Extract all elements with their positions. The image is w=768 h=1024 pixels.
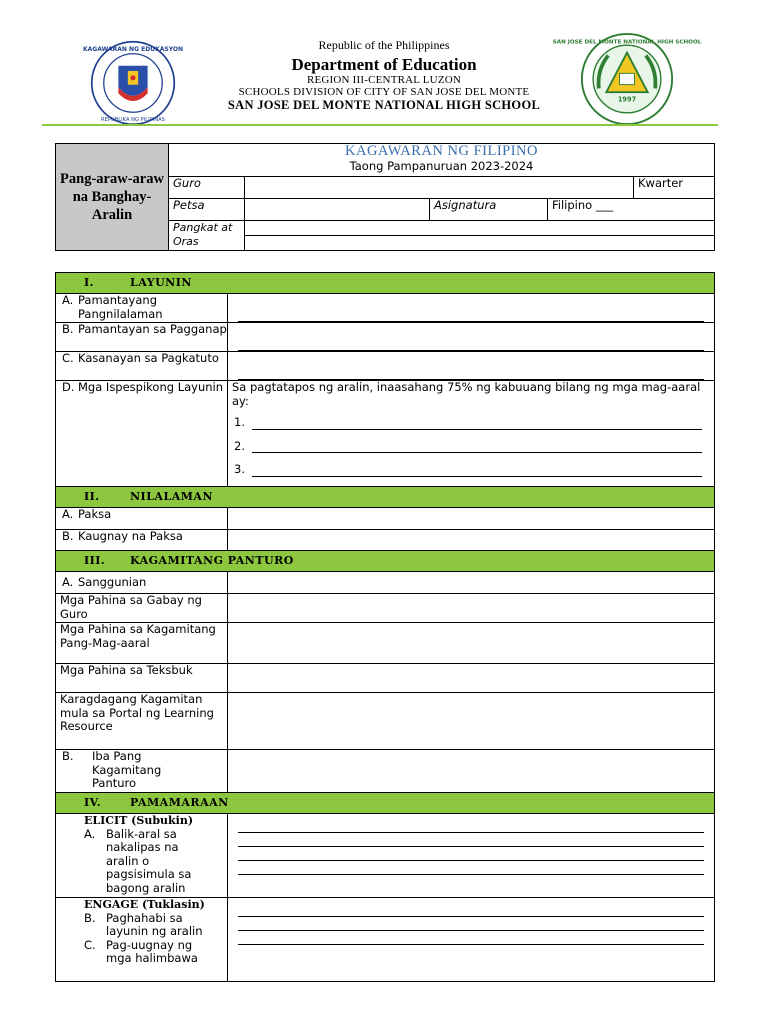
kagamitan-a-field[interactable] bbox=[228, 572, 715, 594]
layunin-b-field[interactable] bbox=[228, 323, 715, 352]
kagamitan-teksbuk-field[interactable] bbox=[228, 664, 715, 693]
doc-title: Pang-araw-araw na Banghay-Aralin bbox=[56, 144, 169, 251]
svg-text:REPUBLIKA NG PILIPINAS: REPUBLIKA NG PILIPINAS bbox=[101, 116, 165, 123]
kagamitan-portal-field[interactable] bbox=[228, 693, 715, 750]
objective-line-2[interactable]: 2. bbox=[234, 440, 702, 454]
header-region: REGION III-CENTRAL LUZON bbox=[306, 74, 462, 86]
asignatura-label: Asignatura bbox=[430, 199, 548, 221]
kagamitan-portal-label: Karagdagang Kagamitan mula sa Portal ng Learning Resource bbox=[56, 693, 228, 750]
svg-text:1997: 1997 bbox=[617, 95, 637, 104]
section-nilalaman: II. NILALAMAN bbox=[56, 487, 715, 508]
section-kagamitan: III. KAGAMITANG PANTURO bbox=[56, 551, 715, 572]
kagamitan-b-label: B. Iba Pang Kagamitang Panturo bbox=[56, 750, 228, 793]
layunin-b-label: B. Pamantayan sa Pagganap bbox=[56, 323, 228, 352]
engage-title: ENGAGE (Tuklasin) bbox=[84, 898, 205, 911]
section-title: PAMAMARAAN bbox=[130, 796, 229, 810]
section-layunin: I. LAYUNIN bbox=[56, 273, 715, 294]
petsa-field[interactable] bbox=[245, 199, 430, 221]
layunin-a-label: A. Pamantayang Pangnilalaman bbox=[56, 294, 228, 323]
engage-field[interactable] bbox=[228, 898, 715, 982]
layunin-a-field[interactable] bbox=[228, 294, 715, 323]
deped-seal-icon bbox=[82, 40, 184, 126]
pangkat-label: Pangkat at Oras bbox=[169, 221, 245, 251]
dept-heading bbox=[169, 144, 715, 177]
layunin-d-field[interactable] bbox=[228, 381, 715, 487]
elicit-title: ELICIT (Subukin) bbox=[84, 814, 194, 827]
layunin-c-label: C. Kasanayan sa Pagkatuto bbox=[56, 352, 228, 381]
svg-text:SAN JOSE DEL MONTE NATIONAL HI: SAN JOSE DEL MONTE NATIONAL HIGH SCHOOL bbox=[552, 39, 702, 46]
objective-line-3[interactable]: 3. bbox=[234, 463, 702, 477]
header-republic: Republic of the Philippines bbox=[318, 38, 450, 52]
layunin-d-label: D. Mga Ispespikong Layunin bbox=[56, 381, 228, 487]
section-pamamaraan: IV. PAMAMARAAN bbox=[56, 793, 715, 814]
layunin-d-text: Sa pagtatapos ng aralin, inaasahang 75% ng kabuuang bilang ng mga mag-aaral ay: bbox=[232, 380, 701, 408]
kagamitan-magaaral-field[interactable] bbox=[228, 623, 715, 664]
section-title: LAYUNIN bbox=[130, 276, 192, 290]
nilalaman-a-label: A. Paksa bbox=[56, 508, 228, 530]
lesson-info-table bbox=[55, 143, 715, 251]
school-seal-icon bbox=[552, 32, 702, 126]
nilalaman-b-label: B. Kaugnay na Paksa bbox=[56, 530, 228, 551]
nilalaman-b-field[interactable] bbox=[228, 530, 715, 551]
elicit-field[interactable] bbox=[228, 814, 715, 898]
section-title: NILALAMAN bbox=[130, 490, 214, 504]
guro-label: Guro bbox=[169, 177, 245, 199]
objective-line-1[interactable]: 1. bbox=[234, 416, 702, 430]
lesson-plan-table bbox=[55, 272, 715, 982]
svg-text:KAGAWARAN NG EDUKASYON: KAGAWARAN NG EDUKASYON bbox=[82, 46, 184, 54]
petsa-label: Petsa bbox=[169, 199, 245, 221]
document-header bbox=[0, 0, 768, 130]
kwarter-label: Kwarter bbox=[634, 177, 715, 199]
asignatura-field[interactable]: Filipino ___ bbox=[548, 199, 715, 221]
kagamitan-gabay-label: Mga Pahina sa Gabay ng Guro bbox=[56, 594, 228, 623]
kagamitan-teksbuk-label: Mga Pahina sa Teksbuk bbox=[56, 664, 228, 693]
header-school: SAN JOSE DEL MONTE NATIONAL HIGH SCHOOL bbox=[227, 98, 541, 112]
layunin-c-field[interactable] bbox=[228, 352, 715, 381]
guro-field[interactable] bbox=[245, 177, 634, 199]
header-department: Department of Education bbox=[291, 55, 477, 74]
kagamitan-a-label: A. Sanggunian bbox=[56, 572, 228, 594]
school-year: Taong Pampanuruan 2023-2024 bbox=[349, 159, 534, 173]
header-division: SCHOOLS DIVISION OF CITY OF SAN JOSE DEL MONTE bbox=[238, 86, 530, 98]
kagamitan-gabay-field[interactable] bbox=[228, 594, 715, 623]
elicit-label: ELICIT (Subukin) A. Balik-aral sa nakalipas na aralin o pagsisimula sa bagong aralin bbox=[56, 814, 228, 898]
nilalaman-a-field[interactable] bbox=[228, 508, 715, 530]
kagamitan-b-field[interactable] bbox=[228, 750, 715, 793]
engage-label: ENGAGE (Tuklasin) B. Paghahabi sa layunin ng aralin C. Pag-uugnay ng mga halimbawa bbox=[56, 898, 228, 982]
dept-title: KAGAWARAN NG FILIPINO bbox=[345, 143, 538, 159]
section-title: KAGAMITANG PANTURO bbox=[130, 554, 294, 568]
pangkat-field[interactable] bbox=[245, 221, 715, 251]
kagamitan-magaaral-label: Mga Pahina sa Kagamitang Pang-Mag-aaral bbox=[56, 623, 228, 664]
header-divider bbox=[42, 124, 718, 126]
